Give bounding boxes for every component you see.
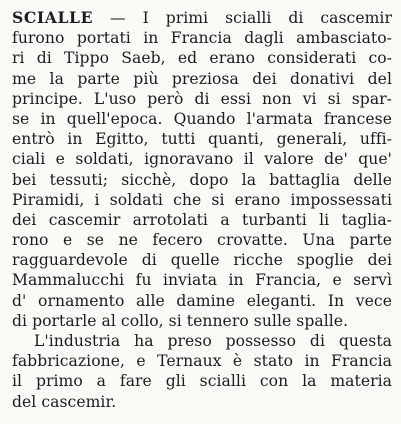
entry-text-line: Mammalucchi fu inviata in Francia, e servì [12,271,392,290]
entry-text-line: bei tessuti; sicchè, dopo la battaglia delle [12,170,392,189]
entry-text-line: entrò in Egitto, tutti quanti, generali, uffi- [12,130,392,149]
entry-text-line: d' ornamento alle damine eleganti. In vece [12,291,392,310]
entry-headword: SCIALLE [12,8,94,27]
entry-text-line: principe. L'uso però di essi non vi si spar- [12,89,392,108]
entry-text-line: il primo a fare gli scialli con la materia [12,372,392,391]
dictionary-entry [12,8,392,412]
entry-separator: — [93,9,143,27]
entry-text-line: Piramidi, i soldati che si erano impossessati [12,190,392,209]
entry-text-line: di portarle al collo, si tennero sulle spalle. [12,311,349,330]
entry-text-line: dei cascemir arrotolati a turbanti li taglia- [12,210,392,229]
entry-text-line: rono e se ne fecero crovatte. Una parte [12,231,392,250]
entry-text-line: ri di Tippo Saeb, ed erano considerati co- [12,49,392,68]
entry-text-line: ragguardevole di quelle ricche spoglie dei [12,251,392,270]
entry-text-line: me la parte più preziosa dei donativi del [12,69,392,88]
entry-text-line: del cascemir. [12,392,117,411]
entry-text-line: L'industria ha preso possesso di questa [34,332,392,350]
entry-text-line: ciali e soldati, ignoravano il valore de' que' [12,150,392,169]
entry-text-line: furono portati in Francia dagli ambasciato- [12,29,392,48]
entry-first-line [12,8,392,28]
entry-text-line: se in quell'epoca. Quando l'armata francese [12,109,392,128]
entry-text-line: I primi scialli di cascemir [142,9,392,27]
entry-text-line: fabbricazione, e Ternaux è stato in Francia [12,352,392,371]
